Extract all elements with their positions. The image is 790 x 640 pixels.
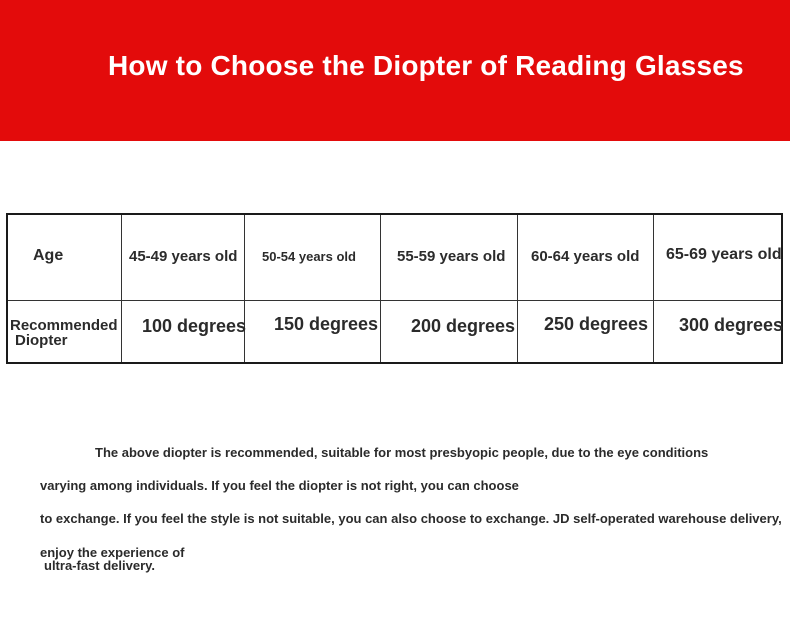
page-title: How to Choose the Diopter of Reading Glasses <box>108 50 744 81</box>
age-cell: 50-54 years old <box>262 249 356 264</box>
row-header-diopter <box>10 318 118 348</box>
note-line: to exchange. If you feel the style is not suitable, you can also choose to exchange. JD self-operated warehouse delivery, <box>40 511 782 526</box>
diopter-cell: 300 degrees <box>679 315 784 335</box>
column-divider <box>653 215 654 362</box>
age-cell: 55-59 years old <box>397 248 506 265</box>
column-divider <box>121 215 122 362</box>
age-cell: 65-69 years old <box>666 246 782 263</box>
note-line: enjoy the experience of <box>40 545 185 560</box>
age-cell: 45-49 years old <box>129 248 238 265</box>
column-divider <box>517 215 518 362</box>
row-divider <box>8 300 781 301</box>
header-banner <box>0 0 790 141</box>
diopter-cell: 100 degrees <box>142 316 247 336</box>
row-header-age: Age <box>33 247 64 264</box>
row-header-diopter-line1: Recommended <box>10 317 118 334</box>
column-divider <box>244 215 245 362</box>
row-header-diopter-line2: Diopter <box>15 332 68 349</box>
diopter-cell: 250 degrees <box>544 314 649 334</box>
diopter-cell: 200 degrees <box>411 316 516 336</box>
note-line: The above diopter is recommended, suitable for most presbyopic people, due to the eye conditions <box>95 445 709 460</box>
age-cell: 60-64 years old <box>531 248 640 265</box>
column-divider <box>380 215 381 362</box>
note-line: ultra-fast delivery. <box>44 558 156 573</box>
diopter-table <box>6 213 783 364</box>
note-line: varying among individuals. If you feel the diopter is not right, you can choose <box>40 478 519 493</box>
diopter-cell: 150 degrees <box>274 314 379 334</box>
